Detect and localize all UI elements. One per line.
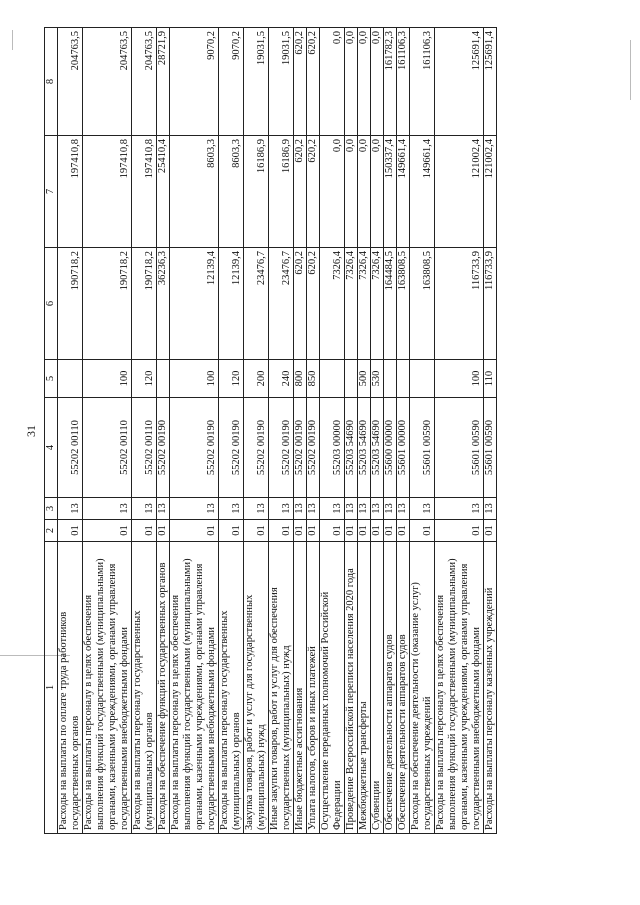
- cell-c7: 121002,4: [435, 136, 484, 248]
- cell-c4: 55202 00110: [83, 398, 132, 498]
- cell-c5: 500: [358, 360, 371, 398]
- cell-c5: 100: [435, 360, 484, 398]
- table-row: [170, 28, 219, 834]
- cell-c7: 0,0: [358, 136, 371, 248]
- table-row: [358, 28, 371, 834]
- cell-c2: 01: [410, 520, 435, 542]
- cell-c3: 13: [244, 498, 269, 520]
- cell-c2: 01: [307, 520, 320, 542]
- cell-c2: 01: [320, 520, 345, 542]
- column-header-5: 5: [45, 360, 58, 398]
- cell-c5: 240: [269, 360, 294, 398]
- column-header-6: 6: [45, 248, 58, 360]
- column-header-1: 1: [45, 542, 58, 834]
- cell-c8: 620,2: [294, 28, 307, 136]
- cell-c6: 23476,7: [269, 248, 294, 360]
- cell-c6: 7326,4: [371, 248, 384, 360]
- cell-c4: 55203 54690: [371, 398, 384, 498]
- row-label: Расходы на обеспечение деятельности (оказание услуг) государственных учреждений: [410, 542, 435, 834]
- cell-c4: 55202 00190: [170, 398, 219, 498]
- cell-c7: 620,2: [294, 136, 307, 248]
- cell-c3: 13: [83, 498, 132, 520]
- cell-c6: 190718,2: [83, 248, 132, 360]
- cell-c2: 01: [83, 520, 132, 542]
- cell-c6: 164484,5: [384, 248, 397, 360]
- cell-c6: 12139,4: [219, 248, 244, 360]
- cell-c2: 01: [244, 520, 269, 542]
- cell-c4: 55203 54690: [345, 398, 358, 498]
- cell-c5: 850: [307, 360, 320, 398]
- cell-c2: 01: [219, 520, 244, 542]
- cell-c2: 01: [345, 520, 358, 542]
- cell-c7: 0,0: [345, 136, 358, 248]
- cell-c7: 150337,4: [384, 136, 397, 248]
- column-header-8: 8: [45, 28, 58, 136]
- cell-c8: 125691,4: [435, 28, 484, 136]
- cell-c8: 0,0: [345, 28, 358, 136]
- rotated-content: [24, 28, 608, 834]
- cell-c8: 9070,2: [219, 28, 244, 136]
- cell-c8: 28721,9: [157, 28, 170, 136]
- cell-c5: [410, 360, 435, 398]
- cell-c3: 13: [358, 498, 371, 520]
- cell-c6: 163808,5: [410, 248, 435, 360]
- cell-c7: 8603,3: [170, 136, 219, 248]
- cell-c6: 23476,7: [244, 248, 269, 360]
- cell-c6: 190718,2: [58, 248, 83, 360]
- row-label: Расходы на обеспечение функций государственных органов: [157, 542, 170, 834]
- cell-c8: 19031,5: [244, 28, 269, 136]
- table-body: [58, 28, 497, 834]
- cell-c7: 197410,8: [83, 136, 132, 248]
- row-label: Расходы на выплаты персоналу государственных (муниципальных) органов: [132, 542, 157, 834]
- table-row: [83, 28, 132, 834]
- cell-c4: 55202 00190: [157, 398, 170, 498]
- table-row: [157, 28, 170, 834]
- table-row: [435, 28, 484, 834]
- cell-c4: 55601 00590: [410, 398, 435, 498]
- cell-c4: 55202 00190: [269, 398, 294, 498]
- scan-line-right: [630, 40, 631, 100]
- cell-c5: [58, 360, 83, 398]
- cell-c3: 13: [410, 498, 435, 520]
- cell-c2: 01: [435, 520, 484, 542]
- row-label: Расходы на выплаты по оплате труда работников государственных органов: [58, 542, 83, 834]
- cell-c5: [320, 360, 345, 398]
- page-number: 31: [24, 425, 38, 437]
- row-label: Расходы на выплаты персоналу в целях обеспечения выполнения функций государственными (муниципальными) органами, казенными учреждениями, органами управления государственными внебюджетными фондами: [170, 542, 219, 834]
- row-label: Осуществление переданных полномочий Российской Федерации: [320, 542, 345, 834]
- cell-c3: 13: [397, 498, 410, 520]
- cell-c8: 204763,5: [58, 28, 83, 136]
- cell-c8: 161782,3: [384, 28, 397, 136]
- cell-c3: 13: [132, 498, 157, 520]
- cell-c5: 120: [219, 360, 244, 398]
- cell-c3: 13: [170, 498, 219, 520]
- cell-c2: 01: [170, 520, 219, 542]
- cell-c5: [397, 360, 410, 398]
- cell-c8: 620,2: [307, 28, 320, 136]
- table-row: [132, 28, 157, 834]
- row-label: Расходы на выплаты персоналу государственных (муниципальных) органов: [219, 542, 244, 834]
- cell-c4: 55600 00000: [384, 398, 397, 498]
- cell-c7: 197410,8: [58, 136, 83, 248]
- cell-c7: 149661,4: [397, 136, 410, 248]
- cell-c5: 100: [170, 360, 219, 398]
- cell-c6: 7326,4: [320, 248, 345, 360]
- row-label: Субвенции: [371, 542, 384, 834]
- table-header: [45, 28, 58, 834]
- cell-c8: 0,0: [320, 28, 345, 136]
- cell-c7: 8603,3: [219, 136, 244, 248]
- row-label: Проведение Всероссийской переписи населения 2020 года: [345, 542, 358, 834]
- table-row: [269, 28, 294, 834]
- cell-c3: 13: [307, 498, 320, 520]
- cell-c3: 13: [384, 498, 397, 520]
- cell-c4: 55203 00000: [320, 398, 345, 498]
- row-label: Закупка товаров, работ и услуг для государственных (муниципальных) нужд: [244, 542, 269, 834]
- column-header-7: 7: [45, 136, 58, 248]
- cell-c3: 13: [371, 498, 384, 520]
- row-label: Расходы на выплаты персоналу в целях обеспечения выполнения функций государственными (муниципальными) органами, казенными учреждениями, органами управления государственными внебюджетными фондами: [83, 542, 132, 834]
- cell-c4: 55601 00590: [484, 398, 497, 498]
- table-row: [384, 28, 397, 834]
- row-label: Обеспечение деятельности аппаратов судов: [384, 542, 397, 834]
- cell-c3: 13: [294, 498, 307, 520]
- row-label: Иные бюджетные ассигнования: [294, 542, 307, 834]
- cell-c6: 7326,4: [358, 248, 371, 360]
- cell-c6: 116733,9: [435, 248, 484, 360]
- cell-c8: 19031,5: [269, 28, 294, 136]
- cell-c6: 7326,4: [345, 248, 358, 360]
- cell-c6: 190718,2: [132, 248, 157, 360]
- cell-c7: 620,2: [307, 136, 320, 248]
- cell-c7: 0,0: [371, 136, 384, 248]
- column-header-4: 4: [45, 398, 58, 498]
- cell-c5: 800: [294, 360, 307, 398]
- cell-c3: 13: [320, 498, 345, 520]
- row-label: Расходы на выплаты персоналу казенных учреждений: [484, 542, 497, 834]
- cell-c4: 55202 00110: [132, 398, 157, 498]
- cell-c8: 161106,3: [410, 28, 435, 136]
- cell-c7: 16186,9: [244, 136, 269, 248]
- cell-c2: 01: [58, 520, 83, 542]
- cell-c2: 01: [384, 520, 397, 542]
- cell-c2: 01: [371, 520, 384, 542]
- table-row: [410, 28, 435, 834]
- cell-c6: 163808,5: [397, 248, 410, 360]
- table-row: [345, 28, 358, 834]
- table-row: [294, 28, 307, 834]
- cell-c4: 55202 00190: [219, 398, 244, 498]
- table-row: [244, 28, 269, 834]
- cell-c2: 01: [397, 520, 410, 542]
- cell-c2: 01: [157, 520, 170, 542]
- cell-c5: 200: [244, 360, 269, 398]
- cell-c7: 25410,4: [157, 136, 170, 248]
- cell-c6: 36236,3: [157, 248, 170, 360]
- cell-c7: 149661,4: [410, 136, 435, 248]
- cell-c3: 13: [157, 498, 170, 520]
- cell-c8: 0,0: [371, 28, 384, 136]
- table-row: [371, 28, 384, 834]
- cell-c6: 620,2: [307, 248, 320, 360]
- budget-table: [44, 27, 497, 834]
- row-label: Иные закупки товаров, работ и услуг для обеспечения государственных (муниципальных) нужд: [269, 542, 294, 834]
- cell-c8: 204763,5: [83, 28, 132, 136]
- cell-c8: 204763,5: [132, 28, 157, 136]
- cell-c3: 13: [269, 498, 294, 520]
- cell-c4: 55202 00190: [294, 398, 307, 498]
- table-row: [219, 28, 244, 834]
- cell-c5: 530: [371, 360, 384, 398]
- cell-c2: 01: [269, 520, 294, 542]
- cell-c5: [345, 360, 358, 398]
- cell-c3: 13: [484, 498, 497, 520]
- cell-c7: 0,0: [320, 136, 345, 248]
- cell-c7: 16186,9: [269, 136, 294, 248]
- cell-c4: 55202 00110: [58, 398, 83, 498]
- cell-c2: 01: [132, 520, 157, 542]
- cell-c3: 13: [345, 498, 358, 520]
- cell-c7: 197410,8: [132, 136, 157, 248]
- table-row: [320, 28, 345, 834]
- column-header-3: 3: [45, 498, 58, 520]
- cell-c8: 161106,3: [397, 28, 410, 136]
- scan-line-top: [12, 30, 13, 50]
- column-header-2: 2: [45, 520, 58, 542]
- cell-c2: 01: [294, 520, 307, 542]
- cell-c5: 110: [484, 360, 497, 398]
- table-row: [307, 28, 320, 834]
- row-label: Уплата налогов, сборов и иных платежей: [307, 542, 320, 834]
- row-label: Межбюджетные трансферты: [358, 542, 371, 834]
- cell-c4: 55203 54690: [358, 398, 371, 498]
- cell-c4: 55202 00190: [307, 398, 320, 498]
- cell-c5: 120: [132, 360, 157, 398]
- row-label: Расходы на выплаты персоналу в целях обеспечения выполнения функций государственными (муниципальными) органами, казенными учреждениями, органами управления государственными внебюджетными фондами: [435, 542, 484, 834]
- cell-c6: 12139,4: [170, 248, 219, 360]
- cell-c8: 125691,4: [484, 28, 497, 136]
- cell-c2: 01: [484, 520, 497, 542]
- cell-c4: 55202 00190: [244, 398, 269, 498]
- cell-c6: 116733,9: [484, 248, 497, 360]
- table-row: [484, 28, 497, 834]
- cell-c8: 0,0: [358, 28, 371, 136]
- cell-c6: 620,2: [294, 248, 307, 360]
- cell-c7: 121002,4: [484, 136, 497, 248]
- cell-c4: 55601 00590: [435, 398, 484, 498]
- cell-c4: 55601 00000: [397, 398, 410, 498]
- cell-c3: 13: [435, 498, 484, 520]
- cell-c5: 100: [83, 360, 132, 398]
- cell-c3: 13: [58, 498, 83, 520]
- cell-c3: 13: [219, 498, 244, 520]
- cell-c8: 9070,2: [170, 28, 219, 136]
- cell-c5: [384, 360, 397, 398]
- cell-c5: [157, 360, 170, 398]
- table-row: [397, 28, 410, 834]
- row-label: Обеспечение деятельности аппаратов судов: [397, 542, 410, 834]
- cell-c2: 01: [358, 520, 371, 542]
- table-row: [58, 28, 83, 834]
